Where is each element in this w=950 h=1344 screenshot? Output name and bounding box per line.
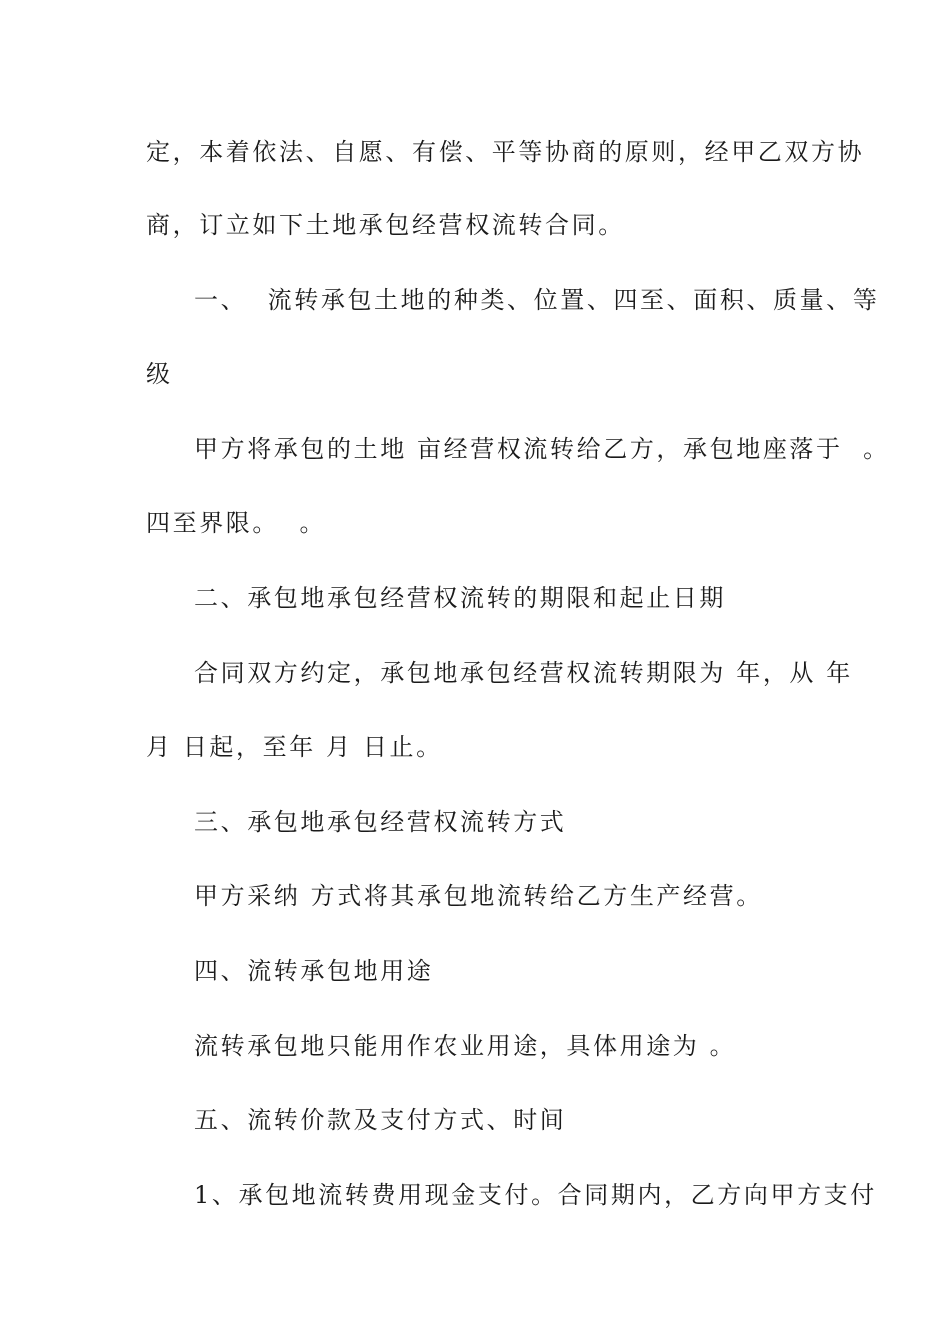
paragraph-line: 商，订立如下土地承包经营权流转合同。 [146,211,625,239]
paragraph-line: 四至界限。 。 [146,509,327,537]
section-heading: 二、承包地承包经营权流转的期限和起止日期 [194,584,726,612]
paragraph-line: 月 日起，至年 月 日止。 [146,733,443,761]
paragraph-line: 甲方采纳 方式将其承包地流转给乙方生产经营。 [194,882,763,910]
paragraph-line: 合同双方约定，承包地承包经营权流转期限为 年，从 年 [194,659,853,687]
section-heading: 三、承包地承包经营权流转方式 [194,808,567,836]
paragraph-line: 流转承包地只能用作农业用途，具体用途为 。 [194,1032,737,1060]
paragraph-line: 甲方将承包的土地 亩经营权流转给乙方，承包地座落于 。 [194,435,890,463]
paragraph-line: 定，本着依法、自愿、有偿、平等协商的原则，经甲乙双方协 [146,138,865,166]
section-heading: 五、流转价款及支付方式、时间 [194,1106,567,1134]
paragraph-line: 1、承包地流转费用现金支付。合同期内，乙方向甲方支付 [194,1181,877,1209]
section-heading: 一、 流转承包土地的种类、位置、四至、面积、质量、等 [194,286,880,314]
section-heading-continuation: 级 [146,360,173,388]
section-heading: 四、流转承包地用途 [194,957,434,985]
